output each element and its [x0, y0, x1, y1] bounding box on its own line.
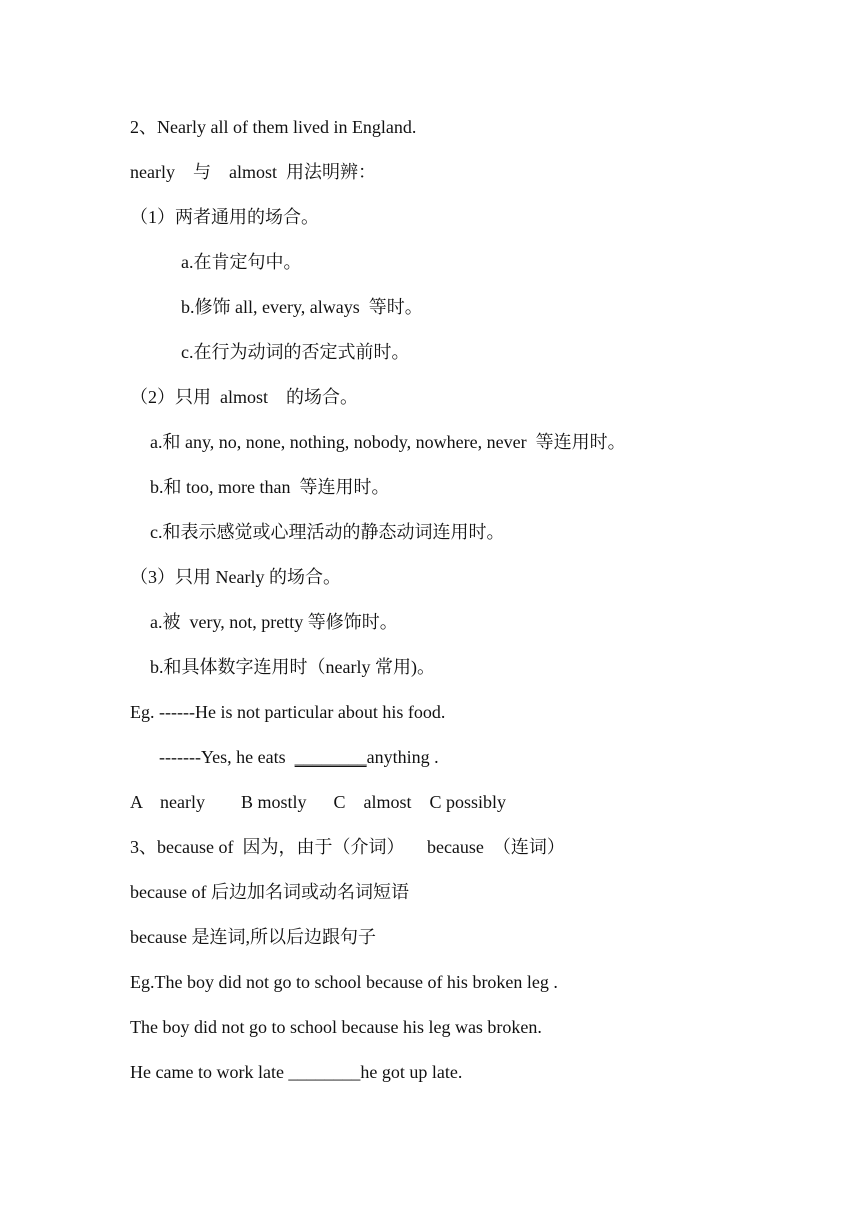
because-of-rule: because of 后边加名词或动名词短语 — [130, 882, 409, 902]
section-2-heading: 2、Nearly all of them lived in England. — [130, 117, 417, 137]
reply-before: -------Yes, he eats — [159, 747, 295, 767]
case-1-item-b: b.修饰 all, every, always 等时。 — [181, 297, 423, 317]
because-rule: because 是连词,所以后边跟句子 — [130, 927, 376, 947]
answer-blank: ________ — [294, 747, 367, 767]
case-3-item-b: b.和具体数字连用时（nearly 常用)。 — [150, 657, 435, 677]
case-1-item-a: a.在肯定句中。 — [181, 252, 302, 272]
case-3-item-a: a.被 very, not, pretty 等修饰时。 — [150, 612, 398, 632]
example-question: Eg. ------He is not particular about his food. — [130, 702, 446, 722]
case-3-heading: （3）只用 Nearly 的场合。 — [130, 567, 341, 587]
case-1-heading: （1）两者通用的场合。 — [130, 207, 319, 227]
comparison-title: nearly 与 almost 用法明辨： — [130, 162, 376, 182]
example-reply — [159, 745, 439, 769]
example-because: The boy did not go to school because his leg was broken. — [130, 1017, 542, 1037]
case-1-item-c: c.在行为动词的否定式前时。 — [181, 342, 410, 362]
answer-options: A nearly B mostly C almost C possibly — [130, 792, 507, 812]
case-2-item-c: c.和表示感觉或心理活动的静态动词连用时。 — [150, 522, 505, 542]
case-2-item-a: a.和 any, no, none, nothing, nobody, nowhere, never 等连用时。 — [150, 432, 626, 452]
example-because-of: Eg.The boy did not go to school because of his broken leg . — [130, 972, 558, 992]
reply-after: anything . — [366, 747, 439, 767]
case-2-item-b: b.和 too, more than 等连用时。 — [150, 477, 390, 497]
case-2-heading: （2）只用 almost 的场合。 — [130, 387, 358, 407]
practice-sentence: He came to work late ________he got up late. — [130, 1062, 463, 1082]
section-3-heading: 3、because of 因为，由于（介词） because （连词） — [130, 837, 565, 857]
